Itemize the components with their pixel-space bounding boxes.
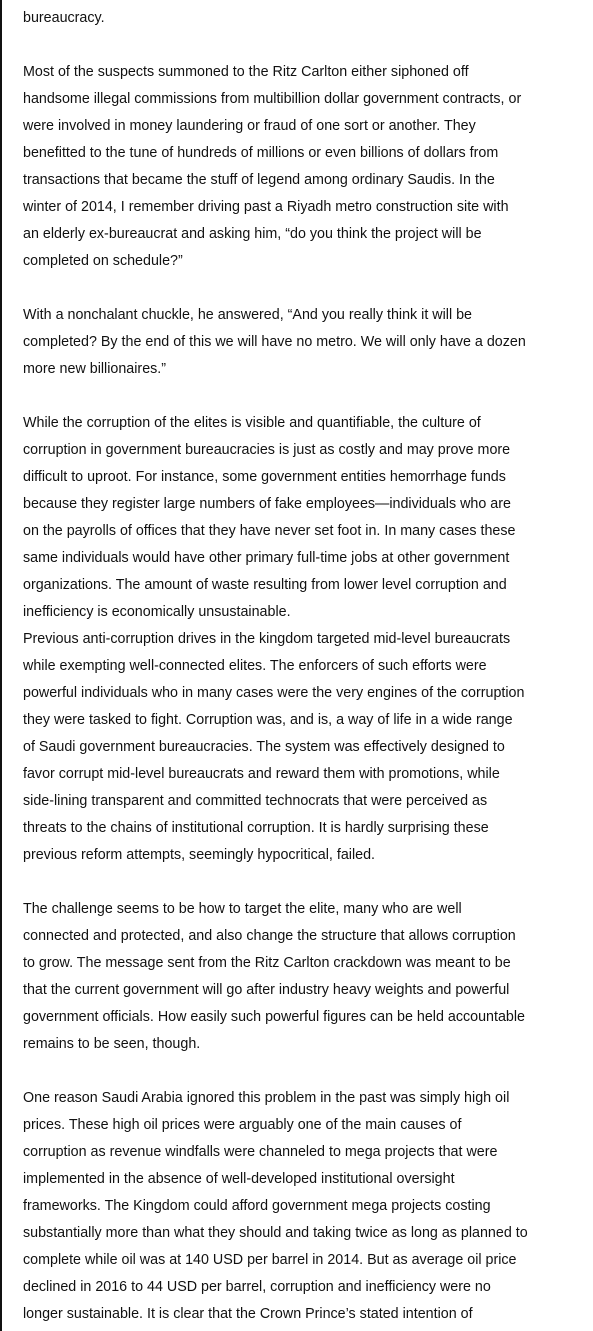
- article-body: [23, 5, 558, 1328]
- text-line: longer sustainable. It is clear that the Crown Prince’s stated intention of: [23, 1306, 473, 1322]
- text-line: The challenge seems to be how to target the elite, many who are well: [23, 901, 462, 917]
- text-line: that the current government will go after industry heavy weights and powerful: [23, 982, 510, 998]
- text-line: frameworks. The Kingdom could afford government mega projects costing: [23, 1198, 491, 1214]
- text-line: organizations. The amount of waste resulting from lower level corruption and: [23, 577, 507, 593]
- paragraph-4: [23, 410, 558, 626]
- text-line: were involved in money laundering or fraud of one sort or another. They: [23, 118, 476, 134]
- text-line: prices. These high oil prices were arguably one of the main causes of: [23, 1117, 462, 1133]
- text-line: benefitted to the tune of hundreds of millions or even billions of dollars from: [23, 145, 499, 161]
- text-line: because they register large numbers of fake employees—individuals who are: [23, 496, 511, 512]
- left-border-rule: [0, 0, 2, 1331]
- text-line: threats to the chains of institutional corruption. It is hardly surprising these: [23, 820, 489, 836]
- text-line: more new billionaires.”: [23, 361, 167, 377]
- text-line: With a nonchalant chuckle, he answered, “And you really think it will be: [23, 307, 472, 323]
- text-line: transactions that became the stuff of legend among ordinary Saudis. In the: [23, 172, 495, 188]
- paragraph-6: [23, 896, 558, 1058]
- text-line: difficult to uproot. For instance, some government entities hemorrhage funds: [23, 469, 506, 485]
- text-line: an elderly ex-bureaucrat and asking him, “do you think the project will be: [23, 226, 482, 242]
- text-line: powerful individuals who in many cases were the very engines of the corruption: [23, 685, 525, 701]
- text-line: remains to be seen, though.: [23, 1036, 201, 1052]
- text-line: favor corrupt mid-level bureaucrats and reward them with promotions, while: [23, 766, 500, 782]
- text-line: same individuals would have other primary full-time jobs at other government: [23, 550, 510, 566]
- text-line: One reason Saudi Arabia ignored this problem in the past was simply high oil: [23, 1090, 510, 1106]
- text-line: inefficiency is economically unsustainable.: [23, 604, 291, 620]
- text-line: corruption as revenue windfalls were channeled to mega projects that were: [23, 1144, 498, 1160]
- text-line: connected and protected, and also change the structure that allows corruption: [23, 928, 516, 944]
- text-line: of Saudi government bureaucracies. The system was effectively designed to: [23, 739, 505, 755]
- text-line: complete while oil was at 140 USD per barrel in 2014. But as average oil price: [23, 1252, 517, 1268]
- text-line: Previous anti-corruption drives in the kingdom targeted mid-level bureaucrats: [23, 631, 511, 647]
- paragraph-5: [23, 626, 558, 869]
- text-line: government officials. How easily such powerful figures can be held accountable: [23, 1009, 525, 1025]
- text-line: bureaucracy.: [23, 10, 105, 26]
- text-line: handsome illegal commissions from multibillion dollar government contracts, or: [23, 91, 522, 107]
- text-line: they were tasked to fight. Corruption was, and is, a way of life in a wide range: [23, 712, 513, 728]
- text-line: completed? By the end of this we will have no metro. We will only have a dozen: [23, 334, 526, 350]
- text-line: while exempting well-connected elites. The enforcers of such efforts were: [23, 658, 487, 674]
- text-line: substantially more than what they should and taking twice as long as planned to: [23, 1225, 528, 1241]
- text-line: on the payrolls of offices that they have never set foot in. In many cases these: [23, 523, 516, 539]
- text-line: side-lining transparent and committed technocrats that were perceived as: [23, 793, 488, 809]
- text-line: previous reform attempts, seemingly hypocritical, failed.: [23, 847, 376, 863]
- paragraph-2: [23, 59, 558, 275]
- text-line: winter of 2014, I remember driving past a Riyadh metro construction site with: [23, 199, 509, 215]
- text-line: implemented in the absence of well-developed institutional oversight: [23, 1171, 455, 1187]
- text-line: While the corruption of the elites is visible and quantifiable, the culture of: [23, 415, 481, 431]
- paragraph-3: [23, 302, 558, 383]
- text-line: corruption in government bureaucracies is just as costly and may prove more: [23, 442, 511, 458]
- paragraph-7: [23, 1085, 558, 1328]
- text-line: completed on schedule?”: [23, 253, 183, 269]
- text-line: declined in 2016 to 44 USD per barrel, corruption and inefficiency were no: [23, 1279, 491, 1295]
- text-line: to grow. The message sent from the Ritz Carlton crackdown was meant to be: [23, 955, 511, 971]
- paragraph-1: [23, 5, 558, 32]
- text-line: Most of the suspects summoned to the Ritz Carlton either siphoned off: [23, 64, 469, 80]
